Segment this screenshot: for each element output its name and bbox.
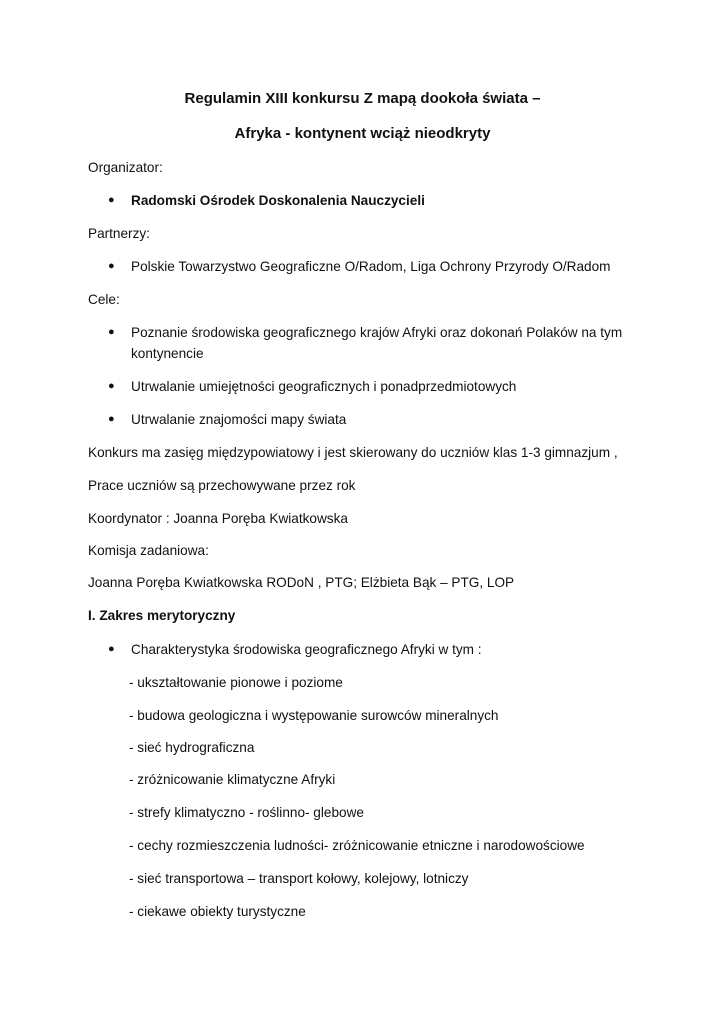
scope-text: Konkurs ma zasięg międzypowiatowy i jest skierowany do uczniów klas 1-3 gimnazjum ,: [88, 445, 618, 460]
organizer-label: Organizator:: [88, 160, 163, 175]
section-1-heading: I. Zakres merytoryczny: [88, 608, 236, 623]
bullet-icon: ●: [108, 380, 115, 392]
commission-members: Joanna Poręba Kwiatkowska RODoN , PTG; Elżbieta Bąk – PTG, LOP: [88, 575, 515, 590]
bullet-icon: ●: [108, 326, 115, 338]
organizer-item: Radomski Ośrodek Doskonalenia Nauczycieli: [131, 193, 425, 208]
subitem: - budowa geologiczna i występowanie surowców mineralnych: [129, 708, 499, 723]
subitem: - ciekawe obiekty turystyczne: [129, 904, 306, 919]
subitem: - sieć transportowa – transport kołowy, kolejowy, lotniczy: [129, 871, 469, 886]
bullet-icon: ●: [108, 413, 115, 425]
coordinator-text: Koordynator : Joanna Poręba Kwiatkowska: [88, 511, 348, 526]
subitem: - strefy klimatyczno - roślinno- glebowe: [129, 805, 364, 820]
subitem: - cechy rozmieszczenia ludności- zróżnicowanie etniczne i narodowościowe: [129, 838, 585, 853]
bullet-icon: ●: [108, 643, 115, 655]
goal-item-2: Utrwalanie umiejętności geograficznych i ponadprzedmiotowych: [131, 379, 517, 394]
goal-item-1-cont: kontynencie: [131, 346, 204, 361]
subitem: - ukształtowanie pionowe i poziome: [129, 675, 343, 690]
subitem: - sieć hydrograficzna: [129, 740, 255, 755]
bullet-icon: ●: [108, 260, 115, 272]
commission-label: Komisja zadaniowa:: [88, 543, 209, 558]
bullet-icon: ●: [108, 194, 115, 206]
title-line-2: Afryka - kontynent wciąż nieodkryty: [234, 125, 491, 142]
partners-item: Polskie Towarzystwo Geograficzne O/Radom, Liga Ochrony Przyrody O/Radom: [131, 259, 611, 274]
goal-item-1: Poznanie środowiska geograficznego krajów Afryki oraz dokonań Polaków na tym: [131, 325, 623, 340]
partners-label: Partnerzy:: [88, 226, 150, 241]
goal-item-3: Utrwalanie znajomości mapy świata: [131, 412, 347, 427]
goals-label: Cele:: [88, 292, 120, 307]
section-1-bullet: Charakterystyka środowiska geograficznego Afryki w tym :: [131, 642, 482, 657]
subitem: - zróżnicowanie klimatyczne Afryki: [129, 772, 336, 787]
title-line-1: Regulamin XIII konkursu Z mapą dookoła świata –: [184, 90, 541, 107]
storage-text: Prace uczniów są przechowywane przez rok: [88, 478, 356, 493]
